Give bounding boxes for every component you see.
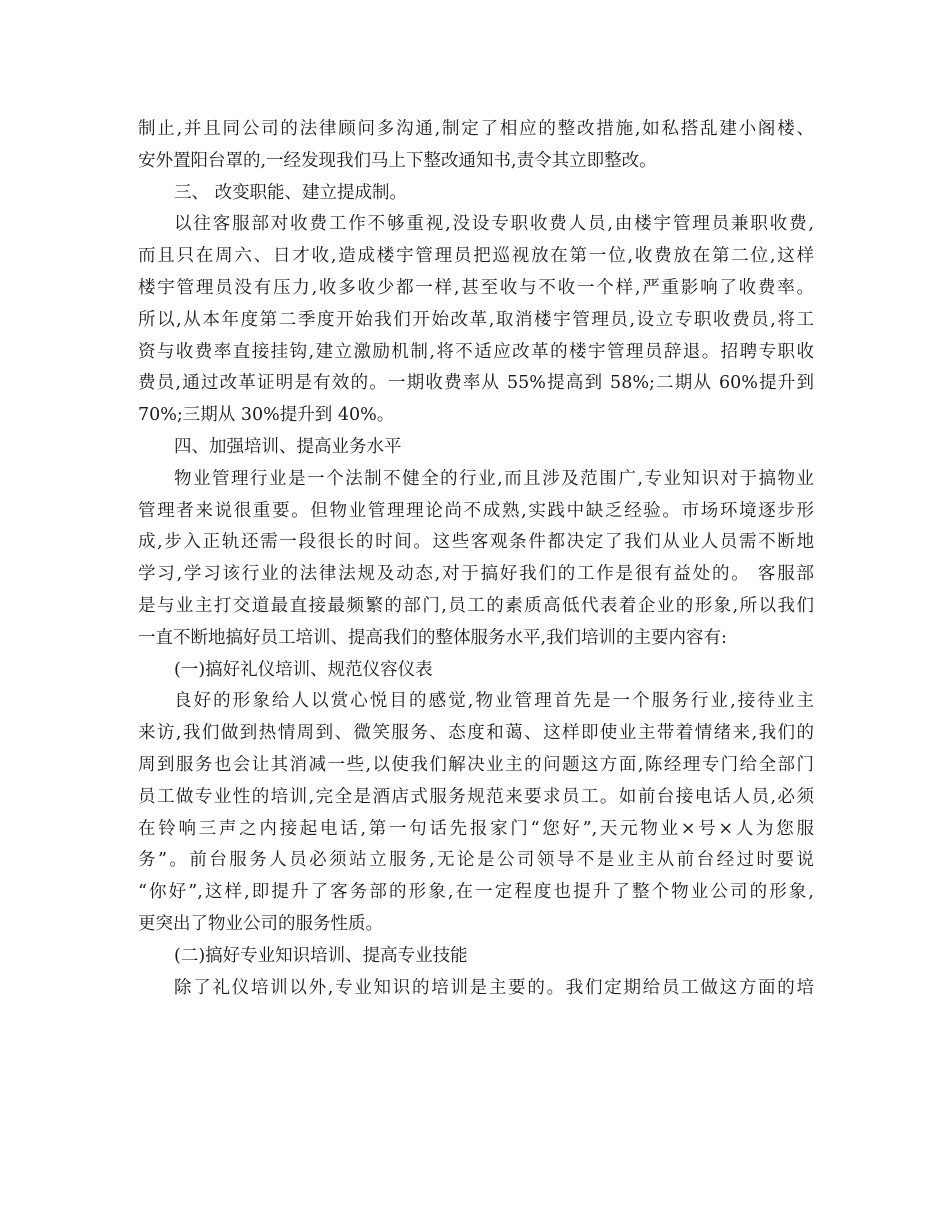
text-line: 来访,我们做到热情周到、微笑服务、态度和蔼、这样即使业主带着情绪来,我们的 — [138, 723, 814, 744]
text-line: 良好的形象给人以赏心悦目的感觉,物业管理首先是一个服务行业,接待业主 — [174, 691, 814, 712]
text-line: 四、加强培训、提高业务水平 — [174, 436, 402, 457]
text-line: 三、 改变职能、建立提成制。 — [174, 182, 408, 203]
text-line: 更突出了物业公司的服务性质。 — [138, 913, 383, 934]
text-line: 是与业主打交道最直接最频繁的部门,员工的素质高低代表着企业的形象,所以我们 — [138, 595, 814, 616]
text-line: 学习,学习该行业的法律法规及动态,对于搞好我们的工作是很有益处的。 客服部 — [138, 564, 814, 585]
text-line: “你好”,这样,即提升了客务部的形象,在一定程度也提升了整个物业公司的形象, — [138, 882, 814, 903]
text-line: 70%;三期从 30%提升到 40%。 — [138, 405, 395, 426]
text-line: 费员,通过改革证明是有效的。一期收费率从 55%提高到 58%;二期从 60%提升到 — [138, 373, 814, 394]
text-line: 员工做专业性的培训,完全是酒店式服务规范来要求员工。如前台接电话人员,必须 — [138, 786, 814, 807]
text-line: 物业管理行业是一个法制不健全的行业,而且涉及范围广,专业知识对于搞物业 — [174, 468, 814, 489]
text-line: 楼宇管理员没有压力,收多收少都一样,甚至收与不收一个样,严重影响了收费率。 — [138, 277, 814, 298]
text-line: 一直不断地搞好员工培训、提高我们的整体服务水平,我们培训的主要内容有: — [138, 627, 727, 648]
text-line: 所以,从本年度第二季度开始我们开始改革,取消楼宇管理员,设立专职收费员,将工 — [138, 309, 814, 330]
document-page — [138, 114, 814, 1004]
text-line: 除了礼仪培训以外,专业知识的培训是主要的。我们定期给员工做这方面的培 — [174, 977, 814, 998]
text-line: 周到服务也会让其消减一些,以使我们解决业主的问题这方面,陈经理专门给全部门 — [138, 754, 814, 775]
text-line: (一)搞好礼仪培训、规范仪容仪表 — [174, 659, 433, 680]
text-line: 管理者来说很重要。但物业管理理论尚不成熟,实践中缺乏经验。市场环境逐步形 — [138, 500, 814, 521]
text-line: 务”。前台服务人员必须站立服务,无论是公司领导不是业主从前台经过时要说 — [138, 850, 814, 871]
text-line: 在铃响三声之内接起电话,第一句话先报家门“您好”,天元物业×号×人为您服 — [138, 818, 814, 839]
text-line: 成,步入正轨还需一段很长的时间。这些客观条件都决定了我们从业人员需不断地 — [138, 532, 814, 553]
text-line: 制止,并且同公司的法律顾问多沟通,制定了相应的整改措施,如私搭乱建小阁楼、 — [138, 119, 814, 139]
text-line: 资与收费率直接挂钩,建立激励机制,将不适应改革的楼宇管理员辞退。招聘专职收 — [138, 341, 814, 362]
text-line: 以往客服部对收费工作不够重视,没设专职收费人员,由楼宇管理员兼职收费, — [174, 214, 814, 235]
text-line: (二)搞好专业知识培训、提高专业技能 — [174, 945, 468, 966]
text-line: 安外置阳台罩的,一经发现我们马上下整改通知书,责令其立即整改。 — [138, 150, 657, 171]
text-line: 而且只在周六、日才收,造成楼宇管理员把巡视放在第一位,收费放在第二位,这样 — [138, 246, 814, 267]
